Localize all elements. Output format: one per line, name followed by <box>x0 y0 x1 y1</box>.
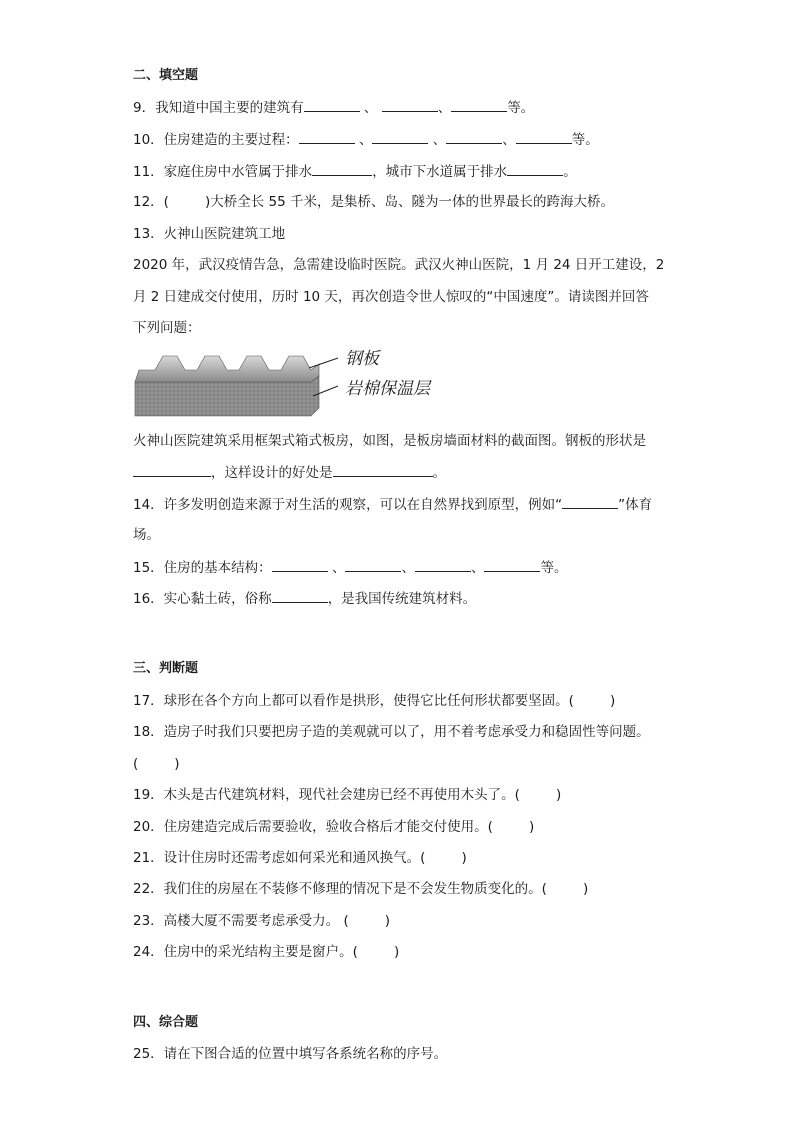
separator: 、 <box>327 560 346 576</box>
section-heading-comprehensive: 四、综合题 <box>133 1015 199 1030</box>
answer-blank[interactable] <box>133 463 211 477</box>
question-10 <box>133 130 599 149</box>
q16-end: ，是我国传统建筑材料。 <box>327 591 477 607</box>
answer-blank[interactable] <box>272 589 328 603</box>
q24-text: 24．住房中的采光结构主要是窗户。( <box>133 944 358 960</box>
q23-text: 23．高楼大厦不需要考虑承受力。 ( <box>133 913 349 929</box>
q10-text: 10．住房建造的主要过程： <box>133 132 299 148</box>
q15-end: 等。 <box>540 560 568 576</box>
q17-text: 17．球形在各个方向上都可以看作是拱形，使得它比任何形状都要坚固。( <box>133 693 574 709</box>
separator: 、 <box>428 132 447 148</box>
q9-end: 等。 <box>507 100 535 116</box>
separator: 、 <box>502 132 516 148</box>
q13-mid: ，这样设计的好处是 <box>211 465 333 481</box>
section-heading-true-false: 三、判断题 <box>133 661 199 676</box>
question-19 <box>133 786 561 804</box>
paren-close: ) <box>393 944 400 960</box>
answer-blank[interactable] <box>446 130 502 144</box>
paren-close: ) <box>528 819 535 835</box>
q13-end: 。 <box>432 465 446 481</box>
q13-paragraph-2: 月 2 日建成交付使用，历时 10 天，再次创造令世人惊叹的“中国速度”。请读图并回答 <box>133 289 649 305</box>
answer-blank[interactable] <box>333 463 433 477</box>
answer-blank[interactable] <box>415 558 471 572</box>
q16-text: 16．实心黏土砖，俗称 <box>133 591 272 607</box>
question-20 <box>133 818 534 836</box>
q10-end: 等。 <box>571 132 599 148</box>
paren-close: ) <box>555 787 562 803</box>
paren-close: ) <box>582 881 589 897</box>
separator: 、 <box>401 560 415 576</box>
q18-line-2 <box>133 755 180 773</box>
rock-wool-label: 岩棉保温层 <box>345 379 430 399</box>
answer-blank[interactable] <box>304 98 360 112</box>
q13-paragraph-1: 2020 年，武汉疫情告急，急需建设临时医院。武汉火神山医院，1 月 24 日开工建设，2 <box>133 257 665 273</box>
answer-blank[interactable] <box>345 558 401 572</box>
answer-blank[interactable] <box>299 130 355 144</box>
separator: 、 <box>470 560 485 576</box>
question-12 <box>133 193 614 211</box>
paren-close: ) <box>461 850 467 866</box>
q13-description: 火神山医院建筑采用框架式箱式板房，如图，是板房墙面材料的截面图。钢板的形状是 <box>133 433 646 449</box>
q15-text: 15．住房的基本结构： <box>133 560 272 576</box>
question-17 <box>133 692 615 710</box>
answer-blank[interactable] <box>562 495 618 509</box>
question-9 <box>133 98 534 117</box>
question-18: 18．造房子时我们只要把房子造的美观就可以了，用不着考虑承受力和稳固性等问题。 <box>133 724 650 740</box>
question-13-title: 13．火神山医院建筑工地 <box>133 226 286 242</box>
answer-blank[interactable] <box>382 98 438 112</box>
section-heading-fill-blank: 二、填空题 <box>133 68 199 83</box>
steel-label: 钢板 <box>345 349 379 369</box>
q11-text: 11．家庭住房中水管属于排水 <box>133 164 313 180</box>
q19-text: 19．木头是古代建筑材料，现代社会建房已经不再使用木头了。( <box>133 787 520 803</box>
q11-end: 。 <box>563 164 577 180</box>
separator: 、 <box>437 100 452 116</box>
question-21 <box>133 849 467 867</box>
q12-text: )大桥全长 55 千米，是集桥、岛、隧为一体的世界最长的跨海大桥。 <box>204 194 614 210</box>
answer-blank[interactable] <box>272 558 328 572</box>
answer-blank[interactable] <box>372 130 428 144</box>
wall-panel-cross-section-figure <box>133 346 453 418</box>
separator: 、 <box>354 132 373 148</box>
q12-open: 12．( <box>133 194 169 210</box>
q14-text: 14．许多发明创造来源于对生活的观察，可以在自然界找到原型，例如“ <box>133 497 563 513</box>
q9-text: 9．我知道中国主要的建筑有 <box>133 100 304 116</box>
question-23 <box>133 912 390 930</box>
q22-text: 22．我们住的房屋在不装修不修理的情况下是不会发生物质变化的。( <box>133 881 547 897</box>
answer-blank[interactable] <box>484 558 540 572</box>
paren-open: ( <box>133 756 139 772</box>
answer-blank[interactable] <box>516 130 572 144</box>
paren-close: ) <box>609 693 616 709</box>
q14-line-2: 场。 <box>133 527 160 543</box>
question-24 <box>133 943 399 961</box>
q13-paragraph-3: 下列问题： <box>133 320 201 336</box>
q14-end: ”体育 <box>618 497 653 513</box>
question-11 <box>133 162 577 181</box>
paren-close: ) <box>384 913 391 929</box>
steel-plate <box>135 356 319 382</box>
question-22 <box>133 880 588 898</box>
question-16 <box>133 589 476 608</box>
steel-pointer-line <box>309 358 338 368</box>
answer-blank[interactable] <box>312 162 372 176</box>
paren-close: ) <box>174 756 180 772</box>
q13-answer-line <box>133 463 446 482</box>
answer-blank[interactable] <box>451 98 507 112</box>
q21-text: 21．设计住房时还需考虑如何采光和通风换气。( <box>133 850 426 866</box>
question-15 <box>133 558 567 577</box>
q20-text: 20．住房建造完成后需要验收，验收合格后才能交付使用。( <box>133 819 493 835</box>
q11-mid: ，城市下水道属于排水 <box>372 164 508 180</box>
answer-blank[interactable] <box>507 162 563 176</box>
question-25: 25．请在下图合适的位置中填写各系统名称的序号。 <box>133 1046 448 1062</box>
separator: 、 <box>359 100 378 116</box>
question-14 <box>133 495 652 514</box>
